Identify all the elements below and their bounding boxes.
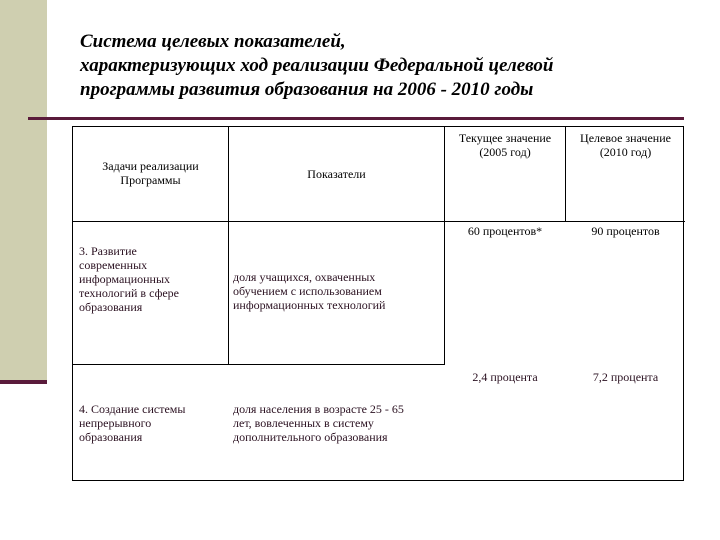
row-2-task [79,402,227,444]
header-current-line-2: (2005 год) [479,145,531,159]
row-2-task-line: 4. Создание системы [79,402,186,416]
table-divider [444,221,685,222]
row-1-current-value: 60 процентов* [467,224,543,238]
header-target-line-2: (2010 год) [599,145,652,159]
table-divider [73,364,445,365]
header-tasks [73,159,228,187]
row-1-indicator-line: доля учащихся, охваченных [233,270,376,284]
header-tasks-line-2: Программы [120,173,181,187]
table-divider [444,221,445,364]
row-1-indicator [233,270,443,312]
row-1-task [79,244,227,314]
table-divider [228,221,229,364]
row-2-indicator-line: доля населения в возрасте 25 - 65 [233,402,404,416]
row-1-indicator-line: обучением с использованием [233,284,382,298]
row-2-current-value: 2,4 процента [472,370,538,384]
row-2-task-line: непрерывного [79,416,152,430]
header-current-line-1: Текущее значение [458,131,552,145]
header-tasks-line-1: Задачи реализации [102,159,199,173]
row-1-task-line: информационных [79,272,171,286]
page-title [80,30,700,102]
side-decoration-rule [0,380,47,384]
header-target-value [566,131,685,159]
row-2-indicator [233,402,443,444]
title-line-1: Система целевых показателей, [80,31,346,52]
row-1-target-value: 90 процентов [591,224,660,238]
row-1-task-line: 3. Развитие [79,244,137,258]
table-divider [73,221,445,222]
row-1-task-line: образования [79,300,143,314]
row-1-task-line: современных [79,258,148,272]
row-2-indicator-line: дополнительного образования [233,430,388,444]
title-line-2: характеризующих ход реализации Федеральной целевой [80,55,554,76]
row-2-task-line: образования [79,430,143,444]
header-indicators: Показатели [307,167,366,181]
indicators-table [72,126,684,481]
title-line-3: программы развития образования на 2006 - 2010 годы [80,79,534,100]
side-decoration-band [0,0,47,380]
row-2-indicator-line: лет, вовлеченных в систему [233,416,374,430]
row-1-indicator-line: информационных технологий [233,298,386,312]
row-2-target-value: 7,2 процента [592,370,659,384]
title-underline-rule [28,117,684,120]
header-current-value [445,131,565,159]
header-target-line-1: Целевое значение [580,131,671,145]
row-1-task-line: технологий в сфере [79,286,179,300]
